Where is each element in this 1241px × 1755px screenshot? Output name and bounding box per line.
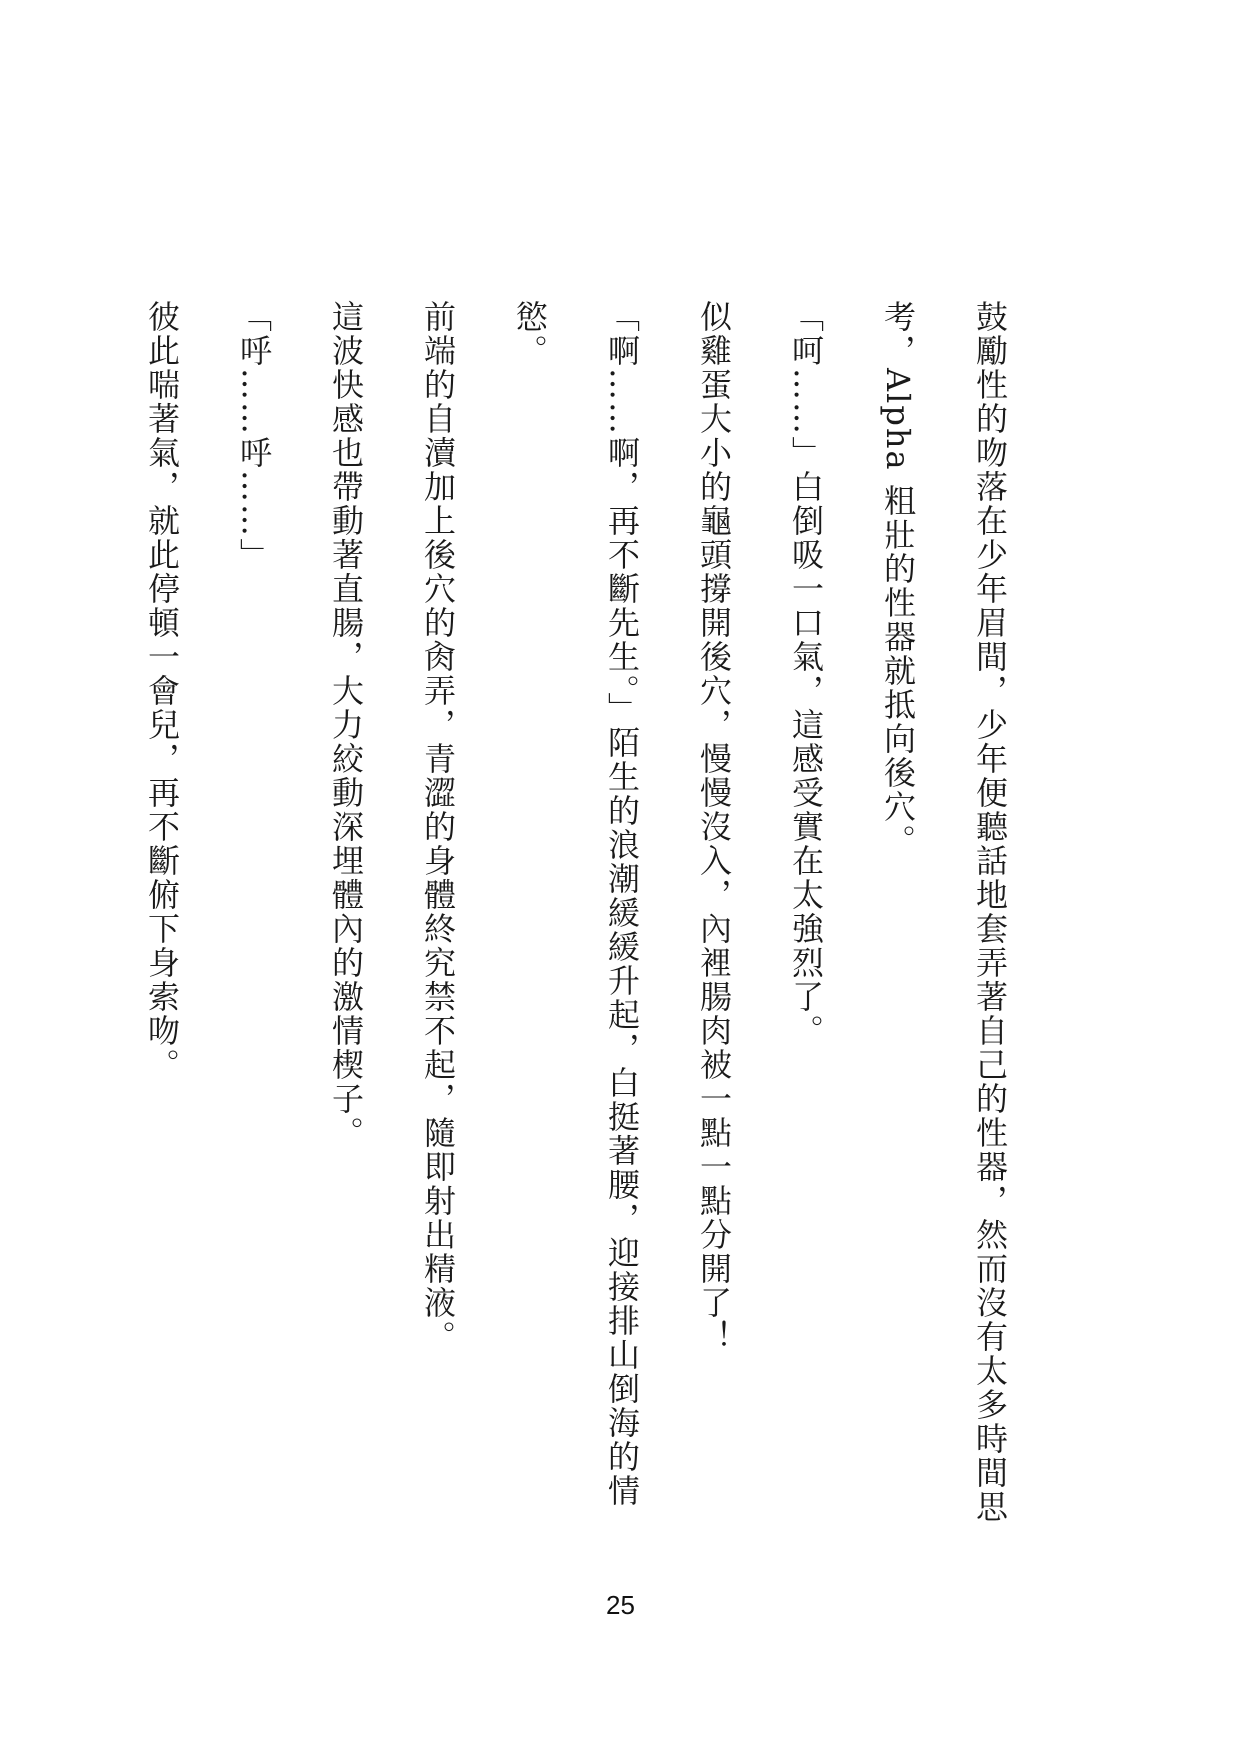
page-number: 25: [606, 1590, 635, 1620]
paragraph: 前端的自瀆加上後穴的肏弄，青澀的身體終究禁不起，隨即射出精液。: [419, 300, 457, 1354]
vertical-text-body: [116, 300, 1036, 1560]
paragraph: 「啊……啊，再不斷先生。」陌生的浪潮緩緩升起，白挺著腰，迎接排山倒海的情慾。: [511, 300, 641, 1508]
paragraph: 「呼……呼……」: [235, 300, 273, 572]
paragraph: 彼此喘著氣，就此停頓一會兒，再不斷俯下身索吻。: [143, 300, 181, 1082]
paragraph: 鼓勵性的吻落在少年眉間，少年便聽話地套弄著自己的性器，然而沒有太多時間思考，Alpha 粗壯的性器就抵向後穴。: [879, 300, 1009, 1524]
paragraph: 「呵……」白倒吸一口氣，這感受實在太強烈了。: [787, 300, 825, 1048]
paragraph: 似雞蛋大小的龜頭撐開後穴，慢慢沒入，內裡腸肉被一點一點分開了！: [695, 300, 733, 1354]
paragraph: 這波快感也帶動著直腸，大力絞動深埋體內的激情楔子。: [327, 300, 365, 1150]
